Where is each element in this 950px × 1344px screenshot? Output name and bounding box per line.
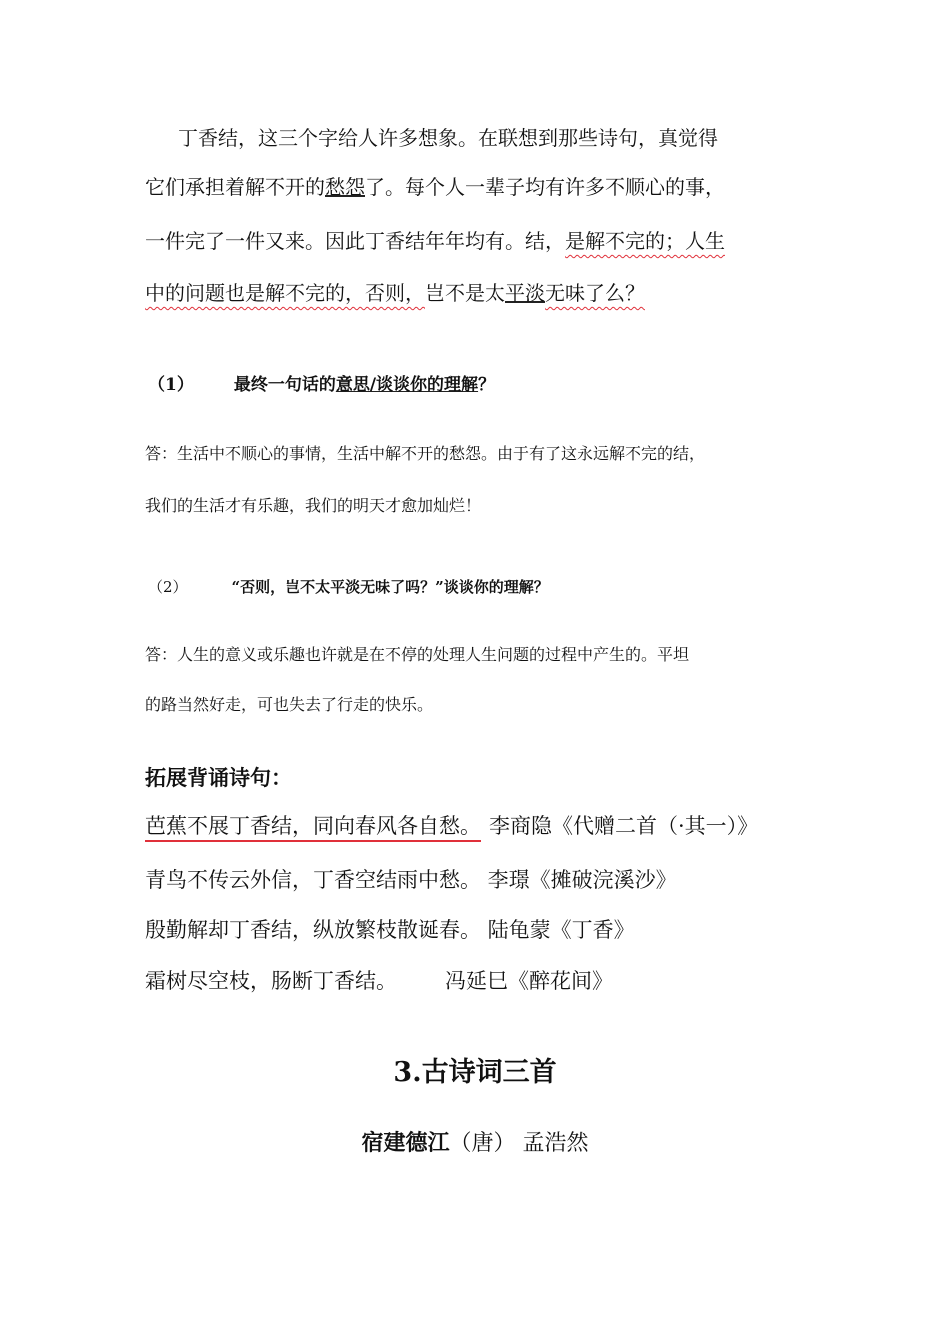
section-title-text: 3.古诗词三首	[393, 1057, 557, 1088]
answer-text: 答：人生的意义或乐趣也许就是在不停的处理人生问题的过程中产生的。平坦	[145, 645, 690, 664]
wavy-underlined-text: 无味了么？	[545, 281, 645, 305]
passage-line-1	[178, 124, 718, 152]
question-text: “否则，岂不太平淡无味了吗？”谈谈你的理解？	[231, 578, 549, 596]
poem-source: 冯延巳《醉花间》	[445, 969, 613, 993]
poem-verse: 霜树尽空枝，肠断丁香结。	[145, 969, 397, 993]
question-text: 最终一句话的	[233, 375, 336, 395]
answer-2-line-1	[145, 642, 689, 665]
poem-line-2	[145, 864, 677, 894]
poem-title-text: 宿建德江	[361, 1130, 450, 1156]
section-heading: 拓展背诵诗句：	[145, 765, 292, 790]
question-underlined-text: 意思/谈谈你的理解	[335, 375, 479, 395]
passage-text: 一件完了一件又来。因此丁香结年年均有。结，	[145, 229, 565, 253]
underlined-word-pingdan: 平淡	[505, 281, 545, 305]
wavy-underlined-text: 中的问题也是解不完的，否则，	[145, 281, 425, 305]
poem-author: （唐） 孟浩然	[449, 1131, 589, 1156]
wavy-underlined-text: 是解不完的；人生	[565, 229, 725, 253]
section-title	[0, 1050, 950, 1089]
passage-line-3	[145, 227, 725, 255]
answer-text: 答：生活中不顺心的事情，生活中解不开的愁怨。由于有了这永远解不完的结，	[145, 444, 706, 463]
poem-source: 李商隐《代赠二首（·其一）》	[489, 814, 759, 838]
answer-text: 的路当然好走，可也失去了行走的快乐。	[145, 695, 434, 714]
poem-verse: 青鸟不传云外信，丁香空结雨中愁。 李璟《摊破浣溪沙》	[145, 868, 677, 892]
passage-line-4	[145, 279, 645, 307]
passage-text: 丁香结，这三个字给人许多想象。在联想到那些诗句，真觉得	[178, 126, 718, 150]
answer-1-line-2	[145, 493, 481, 516]
question-text: ？	[478, 375, 496, 395]
passage-text: 岂不是太	[425, 281, 505, 305]
question-number: （1）	[148, 375, 194, 395]
answer-2-line-2	[145, 692, 433, 715]
extension-heading	[145, 762, 292, 792]
question-1	[148, 370, 495, 395]
poem-line-4	[145, 965, 613, 995]
passage-text: 它们承担着解不开的	[145, 175, 325, 199]
poem-verse: 芭蕉不展丁香结，同向春风各自愁。	[145, 814, 481, 838]
question-2	[148, 576, 549, 597]
poem-verse: 殷勤解却丁香结，纵放繁枝散诞春。 陆龟蒙《丁香》	[145, 918, 635, 942]
poem-line-1	[145, 810, 758, 840]
passage-line-2	[145, 173, 725, 201]
answer-1-line-1	[145, 441, 705, 464]
answer-text: 我们的生活才有乐趣，我们的明天才愈加灿烂！	[145, 496, 482, 515]
poem-title	[0, 1126, 950, 1157]
poem-line-3	[145, 914, 635, 944]
question-number: （2）	[148, 578, 188, 596]
passage-text: 了。每个人一辈子均有许多不顺心的事，	[365, 175, 725, 199]
underlined-word-chouyuan: 愁怨	[325, 175, 365, 199]
